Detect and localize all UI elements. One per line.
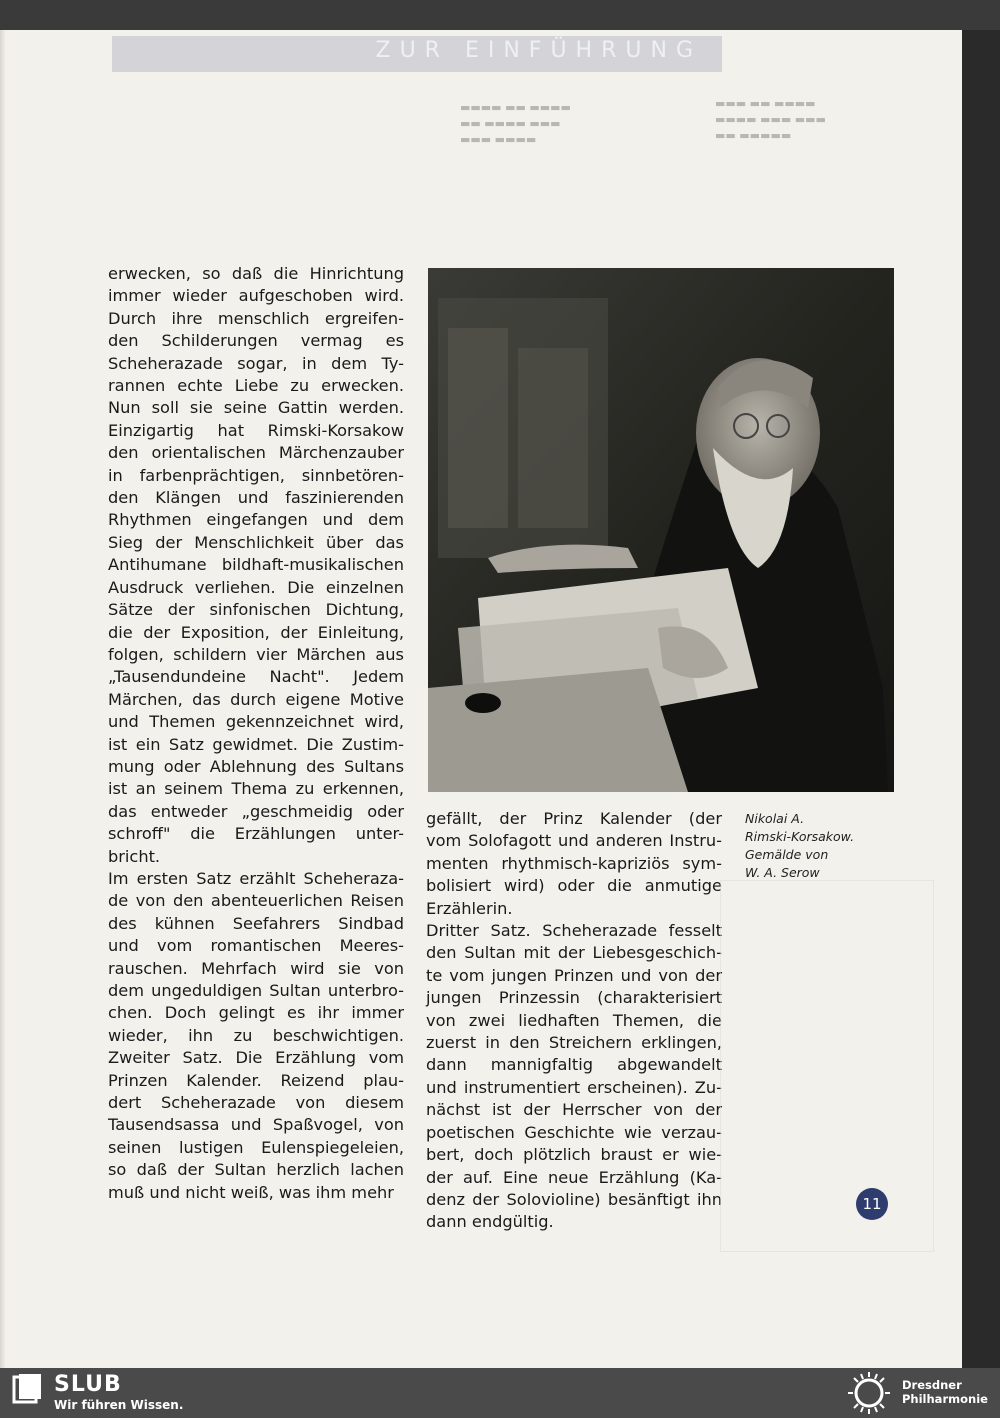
text-line: bricht. <box>108 846 161 866</box>
bleed-through-text: ▬▬▬▬ ▬▬ ▬▬▬▬ ▬▬ ▬▬▬▬ ▬▬▬ ▬▬▬ ▬▬▬▬ <box>460 101 571 146</box>
text-line: de von den abenteuerlichen Reisen <box>108 891 404 911</box>
text-line: Zweiter Satz. Die Erzählung vom <box>108 1048 404 1068</box>
text-line: muß und nicht weiß, was ihm mehr <box>108 1182 394 1202</box>
text-line: und vom romantischen Meeres- <box>108 936 404 956</box>
text-line: Rhythmen eingefangen und dem <box>108 510 404 530</box>
text-line: dem ungeduldigen Sultan unterbro- <box>108 981 404 1000</box>
text-line: so daß der Sultan herzlich lachen <box>108 1160 404 1180</box>
text-line: te vom jungen Prinzen und von der <box>426 965 722 985</box>
text-line: Tausendsassa und Spaßvogel, von <box>108 1115 404 1135</box>
text-line: seinen lustigen Eulenspiegeleien, <box>108 1137 404 1157</box>
text-line: dert Scheherazade von diesem <box>108 1093 404 1113</box>
text-line: menten rhythmisch-kapriziös sym- <box>426 853 722 873</box>
text-line: poetischen Geschichte wie verzau- <box>426 1122 722 1142</box>
text-line: ist ein Satz gewidmet. Die Zustim- <box>108 734 404 754</box>
text-line: erwecken, so daß die Hinrichtung <box>108 264 404 283</box>
text-line: rauschen. Mehrfach wird sie von <box>108 958 404 978</box>
text-line: die der Exposition, der Einleitung, <box>108 622 404 642</box>
philharmonie-logo-icon <box>844 1370 894 1416</box>
text-line: Erzählerin. <box>426 898 513 918</box>
caption-line: W. A. Serow <box>745 865 820 880</box>
text-line: zuerst in den Streichern erklingen, <box>426 1033 722 1053</box>
bleed-through-text: ▬▬▬ ▬▬ ▬▬▬▬ ▬▬▬▬ ▬▬▬ ▬▬▬ ▬▬ ▬▬▬▬▬ <box>715 97 826 142</box>
text-line: den Schilderungen vermag es <box>108 331 404 351</box>
image-caption <box>745 810 895 882</box>
text-line: Sieg der Menschlichkeit über das <box>108 532 404 552</box>
text-line: Nun soll sie seine Gattin werden. <box>108 398 404 418</box>
text-line: mung oder Ablehnung des Sultans <box>108 756 404 776</box>
text-line: denz der Solovioline) besänftigt ihn <box>426 1189 722 1209</box>
text-line: der auf. Eine neue Erzählung (Ka- <box>426 1167 722 1187</box>
text-line: Einzigartig hat Rimski-Korsakow <box>108 420 404 440</box>
philharmonie-name-line: Dresdner <box>902 1378 962 1392</box>
portrait-painting <box>428 268 894 792</box>
body-text-right-column <box>426 808 722 1234</box>
text-line: Durch ihre menschlich ergreifen- <box>108 308 404 328</box>
text-line: in farbenprächtigen, sinnbetören- <box>108 465 404 485</box>
slub-title: SLUB <box>54 1372 122 1397</box>
text-line: wieder, ihn zu beschwichtigen. <box>108 1025 404 1045</box>
caption-line: Nikolai A. <box>745 811 805 826</box>
bleed-through-advertisement <box>720 880 934 1252</box>
text-line: „Tausendundeine Nacht". Jedem <box>108 667 404 687</box>
text-line: Antihumane bildhaft-musikalischen <box>108 555 404 575</box>
text-line: des kühnen Seefahrers Sindbad <box>108 913 404 933</box>
text-line: dann endgültig. <box>426 1212 554 1232</box>
text-line: Scheherazade sogar, in dem Ty- <box>108 353 404 373</box>
text-line: von zwei liedhaften Themen, die <box>426 1010 722 1030</box>
text-line: den Klängen und faszinierenden <box>108 488 404 508</box>
text-line: dann mannigfaltig abgewandelt <box>426 1055 722 1075</box>
text-line: immer wieder aufgeschoben wird. <box>108 286 404 306</box>
text-line: Prinzen Kalender. Reizend plau- <box>108 1070 404 1090</box>
text-line: Im ersten Satz erzählt Scheheraza- <box>108 868 404 888</box>
philharmonie-name-line: Philharmonie <box>902 1392 988 1406</box>
text-line: und instrumentiert erscheinen). Zu- <box>426 1077 722 1097</box>
caption-line: Rimski-Korsakow. <box>745 829 855 844</box>
text-line: vom Solofagott und anderen Instru- <box>426 831 722 851</box>
section-header-title: ZUR EINFÜHRUNG <box>375 38 702 63</box>
page-gutter <box>0 30 6 1368</box>
text-line: bolisiert wird) oder die anmutige <box>426 876 722 896</box>
slub-logo-icon <box>12 1374 42 1404</box>
text-line: rannen echte Liebe zu erwecken. <box>108 376 404 396</box>
text-line: schroff" die Erzählungen unter- <box>108 824 404 844</box>
text-line: ist an seinem Thema zu erkennen, <box>108 779 404 799</box>
text-line: den orientalischen Märchenzauber <box>108 443 404 463</box>
slub-tagline: Wir führen Wissen. <box>54 1398 184 1412</box>
text-line: und Themen gekennzeichnet wird, <box>108 712 404 732</box>
text-line: das entweder „geschmeidig oder <box>108 801 404 821</box>
caption-line: Gemälde von <box>745 847 829 862</box>
text-line: chen. Doch gelingt es ihr immer <box>108 1003 404 1023</box>
philharmonie-name <box>902 1378 998 1406</box>
text-line: jungen Prinzessin (charakterisiert <box>426 988 722 1008</box>
body-text-left-column <box>108 263 404 1204</box>
text-line: den Sultan mit der Liebesgeschich- <box>426 943 722 963</box>
text-line: folgen, schildern vier Märchen aus <box>108 644 404 664</box>
text-line: Märchen, das durch eigene Motive <box>108 689 404 709</box>
text-line: nächst ist der Herrscher von der <box>426 1100 722 1120</box>
footer-bar <box>0 1368 1000 1418</box>
scan-border-top <box>0 0 1000 30</box>
text-line: bert, doch plötzlich braust er wie- <box>426 1145 722 1165</box>
page-number-badge: 11 <box>856 1188 888 1220</box>
text-line: Ausdruck verliehen. Die einzelnen <box>108 577 404 597</box>
text-line: gefällt, der Prinz Kalender (der <box>426 809 722 828</box>
rimski-korsakow-portrait <box>428 268 894 792</box>
text-line: Sätze der sinfonischen Dichtung, <box>108 600 404 620</box>
text-line: Dritter Satz. Scheherazade fesselt <box>426 921 722 941</box>
